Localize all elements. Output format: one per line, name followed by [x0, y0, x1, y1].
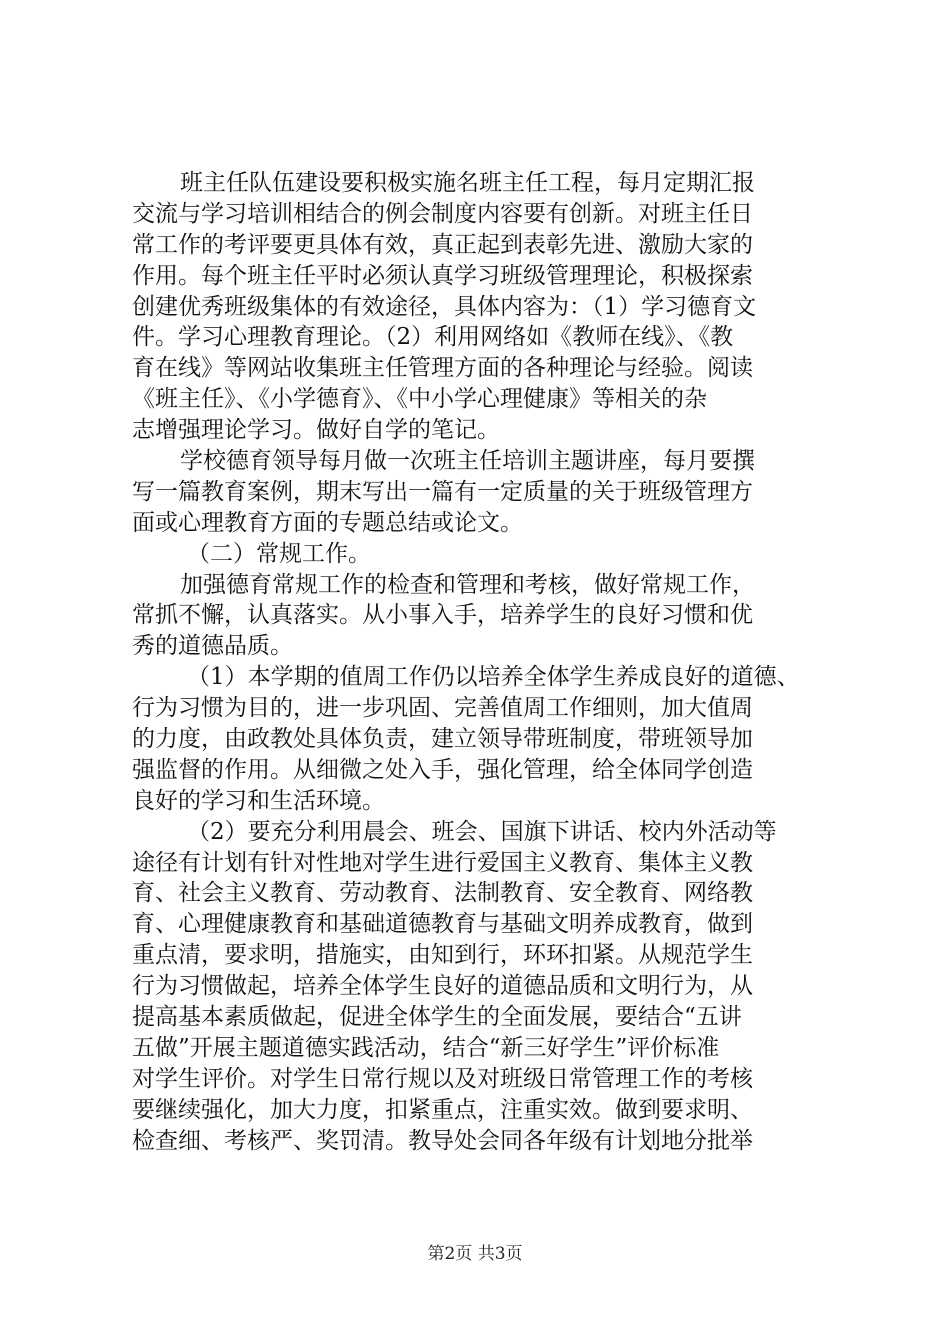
text-line: 作用。每个班主任平时必须认真学习班级管理理论，积极探索 [132, 262, 753, 289]
text-line: （2）要充分利用晨会、班会、国旗下讲话、校内外活动等 [187, 818, 777, 845]
text-line: 提高基本素质做起，促进全体学生的全面发展，要结合“五讲 [132, 1004, 742, 1031]
section-heading: （二）常规工作。 [187, 540, 371, 567]
text-line: 五做”开展主题道德实践活动，结合“新三好学生”评价标准 [132, 1034, 720, 1061]
text-line: 加强德育常规工作的检查和管理和考核，做好常规工作， [180, 571, 755, 598]
body-text [132, 168, 832, 1157]
text-line: （1）本学期的值周工作仍以培养全体学生养成良好的道德、 [187, 664, 800, 691]
text-line: 途径有计划有针对性地对学生进行爱国主义教育、集体主义教 [132, 849, 753, 876]
text-line: 检查细、考核严、奖罚清。教导处会同各年级有计划地分批举 [132, 1127, 753, 1154]
text-line: 对学生评价。对学生日常行规以及对班级日常管理工作的考核 [132, 1065, 753, 1092]
text-line: 良好的学习和生活环境。 [132, 787, 385, 814]
text-line: 要继续强化，加大力度，扣紧重点，注重实效。做到要求明、 [132, 1096, 753, 1123]
text-line: 交流与学习培训相结合的例会制度内容要有创新。对班主任日 [132, 200, 753, 227]
text-line: 创建优秀班级集体的有效途径，具体内容为：（1）学习德育文 [132, 293, 757, 320]
text-line: 志增强理论学习。做好自学的笔记。 [132, 417, 500, 444]
text-line: 育在线》等网站收集班主任管理方面的各种理论与经验。阅读 [132, 355, 753, 382]
text-line: 件。学习心理教育理论。（2）利用网络如《教师在线》、《教 [132, 324, 734, 351]
text-line: 的力度，由政教处具体负责，建立领导带班制度，带班领导加 [132, 726, 753, 753]
text-line: 写一篇教育案例，期末写出一篇有一定质量的关于班级管理方 [132, 478, 753, 505]
text-line: 常工作的考评要更具体有效，真正起到表彰先进、激励大家的 [132, 231, 753, 258]
text-line: 育、心理健康教育和基础道德教育与基础文明养成教育，做到 [132, 911, 753, 938]
text-line: 行为习惯做起，培养全体学生良好的道德品质和文明行为，从 [132, 973, 753, 1000]
text-line: 强监督的作用。从细微之处入手，强化管理，给全体同学创造 [132, 756, 753, 783]
text-line: 班主任队伍建设要积极实施名班主任工程，每月定期汇报 [180, 170, 755, 196]
text-line: 《班主任》、《小学德育》、《中小学心理健康》等相关的杂 [132, 386, 707, 413]
text-line: 常抓不懈，认真落实。从小事入手，培养学生的良好习惯和优 [132, 602, 753, 629]
text-line: 行为习惯为目的，进一步巩固、完善值周工作细则，加大值周 [132, 695, 753, 722]
page-footer: 第2页 共3页 [427, 1244, 523, 1264]
text-line: 秀的道德品质。 [132, 633, 293, 660]
text-line: 学校德育领导每月做一次班主任培训主题讲座，每月要撰 [180, 448, 755, 475]
text-line: 面或心理教育方面的专题总结或论文。 [132, 509, 523, 536]
text-line: 重点清，要求明，措施实，由知到行，环环扣紧。从规范学生 [132, 942, 753, 969]
text-line: 育、社会主义教育、劳动教育、法制教育、安全教育、网络教 [132, 880, 753, 907]
